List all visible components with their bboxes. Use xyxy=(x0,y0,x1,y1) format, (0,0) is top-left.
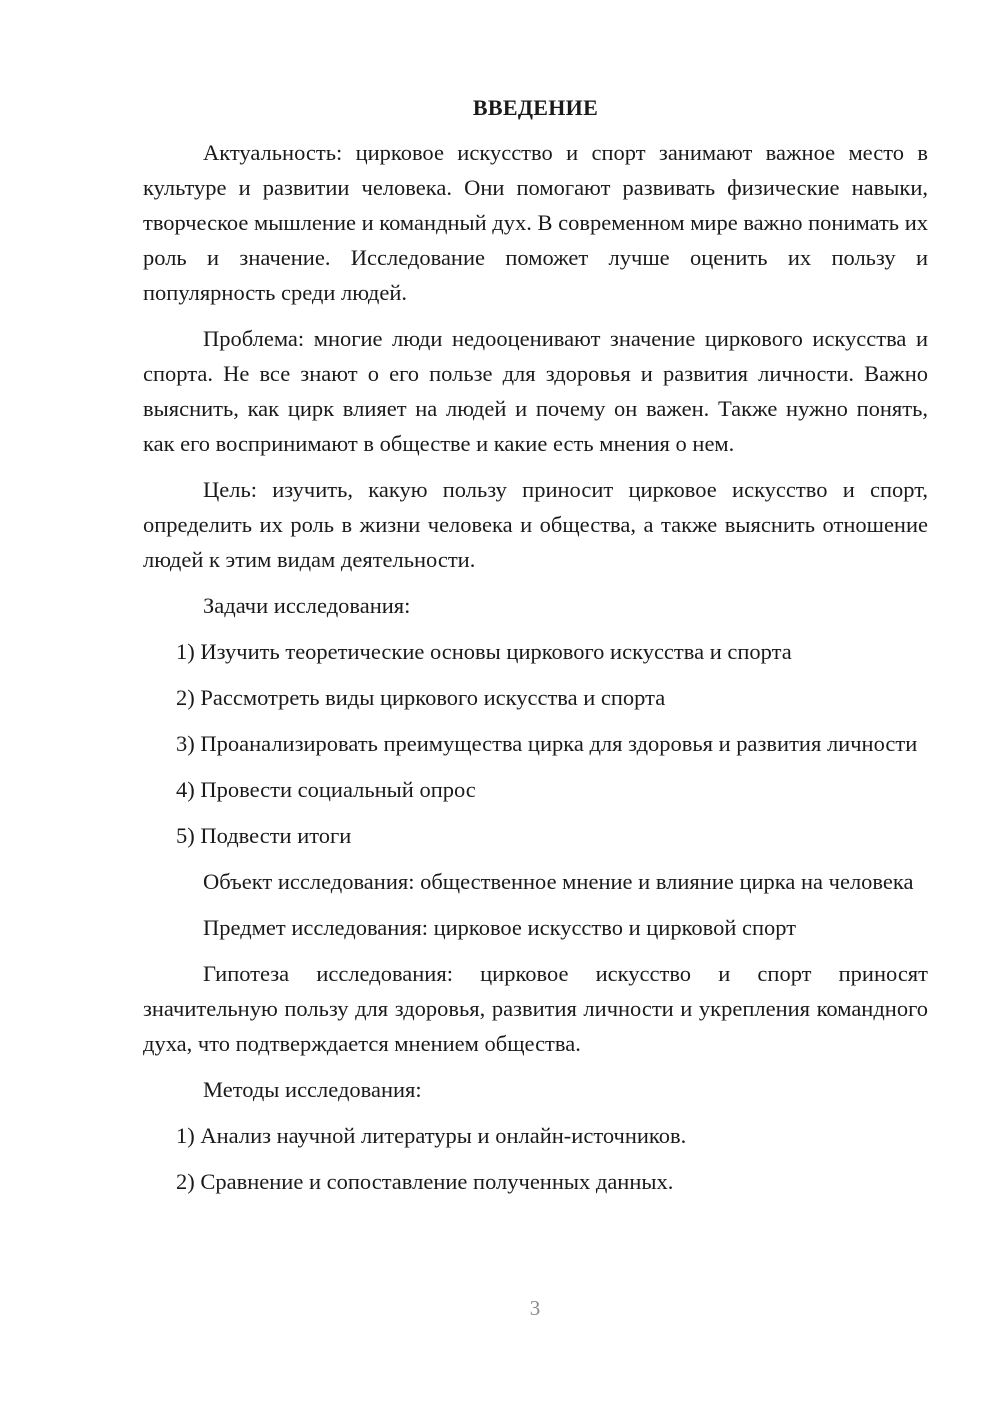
page-title: ВВЕДЕНИЕ xyxy=(472,95,599,120)
task-item: 2) Рассмотреть виды циркового искусства и спорта xyxy=(176,685,666,710)
page-content xyxy=(143,90,928,1210)
task-item: 1) Изучить теоретические основы циркового искусства и спорта xyxy=(176,639,792,664)
task-item: 3) Проанализировать преимущества цирка для здоровья и развития личности xyxy=(176,731,918,756)
problem-paragraph: Проблема: многие люди недооценивают значение циркового искусства и спорта. Не все знают о его пользе для здоровья и развития личности. Важно выяснить, как цирк влияет на людей и почему он важен. Также нужно понять, как его воспринимают в обществе и какие есть мнения о нем. xyxy=(143,326,928,456)
relevance-paragraph: Актуальность: цирковое искусство и спорт занимают важное место в культуре и развитии человека. Они помогают развивать физические навыки, творческое мышление и командный дух. В современном мире важно понимать их роль и значение. Исследование поможет лучше оценить их пользу и популярность среди людей. xyxy=(143,140,928,305)
method-item: 1) Анализ научной литературы и онлайн-источников. xyxy=(176,1123,687,1148)
method-item: 2) Сравнение и сопоставление полученных данных. xyxy=(176,1169,674,1194)
methods-heading: Методы исследования: xyxy=(203,1077,422,1102)
task-item: 5) Подвести итоги xyxy=(176,823,352,848)
task-item: 4) Провести социальный опрос xyxy=(176,777,476,802)
page-number: 3 xyxy=(529,1296,541,1320)
tasks-heading: Задачи исследования: xyxy=(203,593,411,618)
goal-paragraph: Цель: изучить, какую пользу приносит цирковое искусство и спорт, определить их роль в жизни человека и общества, а также выяснить отношение людей к этим видам деятельности. xyxy=(143,477,928,572)
object-paragraph: Объект исследования: общественное мнение и влияние цирка на человека xyxy=(203,869,914,894)
subject-paragraph: Предмет исследования: цирковое искусство и цирковой спорт xyxy=(203,915,797,940)
hypothesis-paragraph: Гипотеза исследования: цирковое искусство и спорт приносят значительную пользу для здоровья, развития личности и укрепления командного духа, что подтверждается мнением общества. xyxy=(143,961,928,1056)
